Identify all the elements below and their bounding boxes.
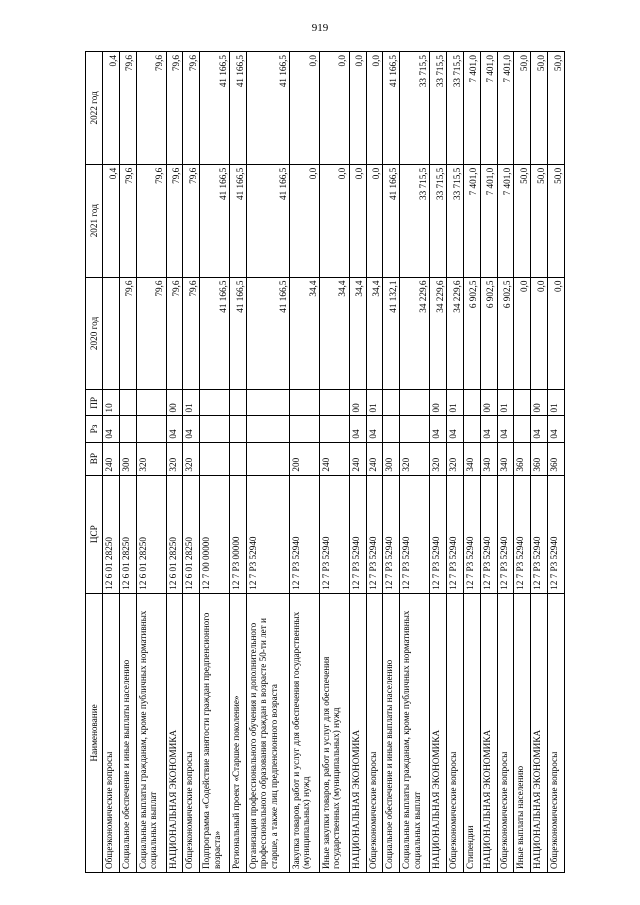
cell-2021: 33 715,5 [446, 164, 463, 277]
table-row [497, 52, 514, 873]
cell-2022: 41 166,5 [247, 52, 290, 165]
table-row [548, 52, 565, 873]
cell-name: Иные закупки товаров, работ и услуг для обеспечения государственных (муниципальных) нужд [319, 593, 349, 872]
cell-2020: 6 902,5 [480, 277, 497, 390]
header-csr: ЦСР [86, 475, 103, 593]
cell-rz: 04 [531, 416, 548, 442]
cell-pr: 00 [166, 390, 183, 416]
cell-2021: 79,6 [183, 164, 200, 277]
cell-name: Общеэкономические вопросы [548, 593, 565, 872]
cell-2022: 50,0 [531, 52, 548, 165]
cell-rz [247, 416, 290, 442]
cell-rz [230, 416, 247, 442]
cell-2022: 50,0 [548, 52, 565, 165]
cell-vr [200, 442, 230, 475]
cell-2022: 79,6 [166, 52, 183, 165]
cell-pr [514, 390, 531, 416]
cell-2020: 34 229,6 [430, 277, 447, 390]
cell-2022: 0,4 [103, 52, 120, 165]
cell-name: НАЦИОНАЛЬНАЯ ЭКОНОМИКА [480, 593, 497, 872]
cell-rz: 04 [349, 416, 366, 442]
budget-table [85, 51, 565, 873]
cell-rz [289, 416, 319, 442]
cell-name: Стипендии [463, 593, 480, 872]
cell-2022: 79,6 [183, 52, 200, 165]
cell-csr: 12 7 P3 52940 [514, 475, 531, 593]
table-row [514, 52, 531, 873]
cell-vr: 240 [319, 442, 349, 475]
cell-name: Общеэкономические вопросы [446, 593, 463, 872]
cell-pr: 01 [366, 390, 383, 416]
cell-2020: 41 166,5 [247, 277, 290, 390]
cell-2022: 41 166,5 [383, 52, 400, 165]
cell-2022: 0,0 [349, 52, 366, 165]
cell-2021: 0,0 [349, 164, 366, 277]
table-row [319, 52, 349, 873]
cell-name: Подпрограмма «Содействие занятости граждан предпенсионного возраста» [200, 593, 230, 872]
table-row [183, 52, 200, 873]
cell-2022: 0,0 [366, 52, 383, 165]
header-rz: Рз [86, 416, 103, 442]
cell-csr: 12 7 P3 52940 [430, 475, 447, 593]
cell-2021: 0,0 [289, 164, 319, 277]
cell-2020: 79,6 [183, 277, 200, 390]
cell-vr: 360 [514, 442, 531, 475]
cell-2021: 7 401,0 [463, 164, 480, 277]
cell-rz [383, 416, 400, 442]
cell-2022: 79,6 [136, 52, 166, 165]
header-2022: 2022 год [86, 52, 103, 165]
cell-name: НАЦИОНАЛЬНАЯ ЭКОНОМИКА [430, 593, 447, 872]
cell-pr: 01 [548, 390, 565, 416]
table-row [119, 52, 136, 873]
cell-rz: 04 [497, 416, 514, 442]
cell-csr: 12 7 P3 52940 [319, 475, 349, 593]
cell-2021: 79,6 [166, 164, 183, 277]
cell-2020: 34 229,6 [446, 277, 463, 390]
cell-vr: 320 [166, 442, 183, 475]
cell-csr: 12 7 P3 52940 [463, 475, 480, 593]
cell-2021: 79,6 [136, 164, 166, 277]
cell-csr: 12 7 00 00000 [200, 475, 230, 593]
cell-2021: 0,0 [319, 164, 349, 277]
table-row [136, 52, 166, 873]
cell-rz [514, 416, 531, 442]
cell-name: Общеэкономические вопросы [103, 593, 120, 872]
cell-name: Организация профессионального обучения и дополнительного профессионального образования граждан в возрасте 50-ти лет и старше, а также лиц предпенсионного возраста [247, 593, 290, 872]
cell-name: Региональный проект «Старшее поколение» [230, 593, 247, 872]
cell-rz: 04 [166, 416, 183, 442]
cell-name: Иные выплаты населению [514, 593, 531, 872]
cell-2020: 6 902,5 [463, 277, 480, 390]
cell-vr: 200 [289, 442, 319, 475]
cell-vr: 320 [430, 442, 447, 475]
cell-pr: 00 [531, 390, 548, 416]
cell-pr [289, 390, 319, 416]
cell-2022: 33 715,5 [400, 52, 430, 165]
cell-csr: 12 7 P3 52940 [366, 475, 383, 593]
table-row [200, 52, 230, 873]
table-row [247, 52, 290, 873]
cell-2022: 0,0 [289, 52, 319, 165]
cell-vr: 300 [383, 442, 400, 475]
cell-2021: 33 715,5 [400, 164, 430, 277]
cell-2020: 79,6 [166, 277, 183, 390]
cell-2020: 34,4 [366, 277, 383, 390]
cell-csr: 12 6 01 28250 [103, 475, 120, 593]
cell-csr: 12 7 P3 52940 [349, 475, 366, 593]
cell-pr: 00 [480, 390, 497, 416]
cell-2022: 50,0 [514, 52, 531, 165]
cell-name: Закупка товаров, работ и услуг для обеспечения государственных (муниципальных) нужд [289, 593, 319, 872]
cell-pr: 00 [430, 390, 447, 416]
cell-rz: 04 [430, 416, 447, 442]
cell-vr: 240 [366, 442, 383, 475]
cell-2022: 7 401,0 [480, 52, 497, 165]
cell-csr: 12 7 P3 52940 [497, 475, 514, 593]
header-pr: ПР [86, 390, 103, 416]
cell-2020: 0,0 [531, 277, 548, 390]
cell-vr: 320 [136, 442, 166, 475]
cell-rz [319, 416, 349, 442]
cell-name: Социальное обеспечение и иные выплаты населению [383, 593, 400, 872]
cell-pr [463, 390, 480, 416]
cell-pr [400, 390, 430, 416]
cell-pr: 01 [497, 390, 514, 416]
cell-csr: 12 7 P3 52940 [400, 475, 430, 593]
cell-2021: 0,4 [103, 164, 120, 277]
cell-csr: 12 6 01 28250 [166, 475, 183, 593]
table-row [349, 52, 366, 873]
cell-2021: 41 166,5 [200, 164, 230, 277]
cell-csr: 12 7 P3 52940 [446, 475, 463, 593]
cell-name: НАЦИОНАЛЬНАЯ ЭКОНОМИКА [166, 593, 183, 872]
cell-rz: 04 [366, 416, 383, 442]
cell-name: Общеэкономические вопросы [183, 593, 200, 872]
cell-2020 [103, 277, 120, 390]
table-row [446, 52, 463, 873]
table-row [230, 52, 247, 873]
cell-2021: 50,0 [531, 164, 548, 277]
cell-2021: 33 715,5 [430, 164, 447, 277]
cell-2020: 0,0 [514, 277, 531, 390]
table-row [531, 52, 548, 873]
cell-csr: 12 7 P3 52940 [548, 475, 565, 593]
cell-name: Социальные выплаты гражданам, кроме публичных нормативных социальных выплат [400, 593, 430, 872]
table-row [103, 52, 120, 873]
page-number: 919 [311, 22, 329, 34]
header-vr: ВР [86, 442, 103, 475]
cell-2020: 34,4 [319, 277, 349, 390]
cell-vr: 340 [497, 442, 514, 475]
cell-csr: 12 7 P3 52940 [383, 475, 400, 593]
cell-vr: 320 [446, 442, 463, 475]
header-name: Наименование [86, 593, 103, 872]
cell-vr [247, 442, 290, 475]
table-row [366, 52, 383, 873]
cell-2021: 41 166,5 [247, 164, 290, 277]
cell-2022: 0,0 [319, 52, 349, 165]
cell-2022: 33 715,5 [430, 52, 447, 165]
budget-table-container [85, 51, 565, 873]
cell-pr: 01 [183, 390, 200, 416]
cell-2020: 41 132,1 [383, 277, 400, 390]
cell-2022: 41 166,5 [200, 52, 230, 165]
cell-pr [247, 390, 290, 416]
cell-rz [463, 416, 480, 442]
cell-name: Социальное обеспечение и иные выплаты населению [119, 593, 136, 872]
cell-rz: 04 [548, 416, 565, 442]
table-row [400, 52, 430, 873]
cell-2022: 33 715,5 [446, 52, 463, 165]
cell-2020: 41 166,5 [200, 277, 230, 390]
table-row [383, 52, 400, 873]
rotated-table-frame [85, 51, 565, 873]
cell-vr [230, 442, 247, 475]
cell-vr: 360 [548, 442, 565, 475]
header-2021: 2021 год [86, 164, 103, 277]
cell-2020: 0,0 [548, 277, 565, 390]
cell-pr [319, 390, 349, 416]
cell-2022: 79,6 [119, 52, 136, 165]
cell-pr [136, 390, 166, 416]
cell-pr [383, 390, 400, 416]
cell-name: Общеэкономические вопросы [497, 593, 514, 872]
cell-2020: 6 902,5 [497, 277, 514, 390]
cell-2021: 50,0 [548, 164, 565, 277]
table-row [166, 52, 183, 873]
cell-2022: 7 401,0 [463, 52, 480, 165]
cell-vr: 300 [119, 442, 136, 475]
cell-vr: 240 [103, 442, 120, 475]
cell-rz: 04 [480, 416, 497, 442]
table-body [103, 52, 565, 873]
cell-2020: 34,4 [349, 277, 366, 390]
table-row [480, 52, 497, 873]
cell-rz [400, 416, 430, 442]
table-row [430, 52, 447, 873]
cell-rz [200, 416, 230, 442]
cell-2021: 41 166,5 [230, 164, 247, 277]
cell-pr [230, 390, 247, 416]
cell-pr: 10 [103, 390, 120, 416]
cell-name: НАЦИОНАЛЬНАЯ ЭКОНОМИКА [349, 593, 366, 872]
cell-csr: 12 6 01 28250 [136, 475, 166, 593]
cell-csr: 12 6 01 28250 [119, 475, 136, 593]
header-2020: 2020 год [86, 277, 103, 390]
cell-2021: 0,0 [366, 164, 383, 277]
cell-csr: 12 7 P3 52940 [247, 475, 290, 593]
cell-2020: 41 166,5 [230, 277, 247, 390]
cell-name: НАЦИОНАЛЬНАЯ ЭКОНОМИКА [531, 593, 548, 872]
cell-name: Социальные выплаты гражданам, кроме публичных нормативных социальных выплат [136, 593, 166, 872]
cell-csr: 12 6 01 28250 [183, 475, 200, 593]
cell-vr: 360 [531, 442, 548, 475]
cell-name: Общеэкономические вопросы [366, 593, 383, 872]
cell-2020: 79,6 [136, 277, 166, 390]
cell-vr: 340 [463, 442, 480, 475]
cell-vr: 320 [400, 442, 430, 475]
cell-2021: 41 166,5 [383, 164, 400, 277]
cell-csr: 12 7 P3 52940 [531, 475, 548, 593]
cell-rz [119, 416, 136, 442]
cell-vr: 340 [480, 442, 497, 475]
cell-csr: 12 7 P3 52940 [289, 475, 319, 593]
cell-2022: 41 166,5 [230, 52, 247, 165]
cell-rz [136, 416, 166, 442]
cell-2021: 50,0 [514, 164, 531, 277]
cell-2020: 34,4 [289, 277, 319, 390]
table-header-row [86, 52, 103, 873]
table-row [289, 52, 319, 873]
cell-2021: 7 401,0 [497, 164, 514, 277]
cell-rz: 04 [446, 416, 463, 442]
cell-2020: 79,6 [119, 277, 136, 390]
cell-vr: 240 [349, 442, 366, 475]
cell-2022: 7 401,0 [497, 52, 514, 165]
cell-pr: 00 [349, 390, 366, 416]
cell-vr: 320 [183, 442, 200, 475]
cell-2021: 79,6 [119, 164, 136, 277]
cell-rz: 04 [103, 416, 120, 442]
cell-csr: 12 7 P3 52940 [480, 475, 497, 593]
table-row [463, 52, 480, 873]
cell-pr [119, 390, 136, 416]
cell-pr [200, 390, 230, 416]
cell-pr: 01 [446, 390, 463, 416]
cell-csr: 12 7 P3 00000 [230, 475, 247, 593]
cell-2020: 34 229,6 [400, 277, 430, 390]
cell-2021: 7 401,0 [480, 164, 497, 277]
cell-rz: 04 [183, 416, 200, 442]
